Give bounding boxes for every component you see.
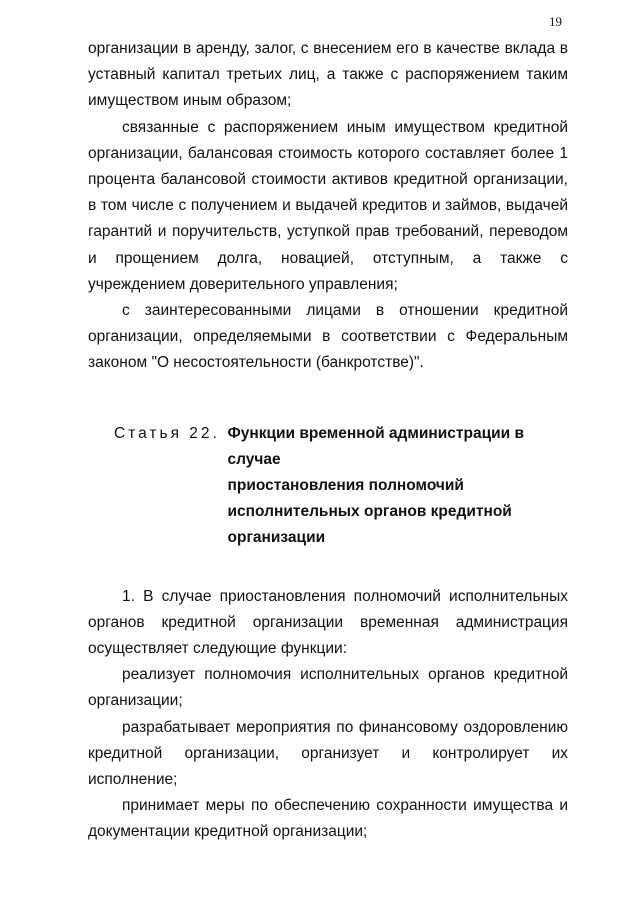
article-title-line-3: исполнительных органов кредитной — [227, 503, 512, 521]
article-number: Статья 22. — [114, 424, 220, 442]
paragraph-interested-parties: с заинтересованными лицами в отношении кредитной организации, определяемыми в соответствии с Федеральным законом "О несостоятельности (банкротстве)". — [88, 302, 568, 372]
paragraph-clause-1: 1. В случае приостановления полномочий исполнительных органов кредитной организации временная администрация осуществляет следующие функции: — [88, 587, 568, 658]
paragraph-continuation: организации в аренду, залог, с внесением его в качестве вклада в уставный капитал третьих лиц, а также с распоряжением таким имуществом иным образом; — [88, 40, 568, 110]
paragraph-function-recovery: разрабатывает мероприятия по финансовому оздоровлению кредитной организации, организует и контролирует их исполнение; — [88, 718, 568, 789]
paragraph-function-powers: реализует полномочия исполнительных органов кредитной организации; — [88, 666, 568, 710]
paragraph-function-preservation: принимает меры по обеспечению сохранности имущества и документации кредитной организации; — [88, 797, 568, 841]
article-title — [228, 421, 568, 552]
article-title-line-1: Функции временной администрации в случае — [227, 424, 524, 468]
page-number: 19 — [549, 14, 562, 29]
document-body — [88, 36, 568, 846]
paragraph-property-disposal: связанные с распоряжением иным имуществом кредитной организации, балансовая стоимость которого составляет более 1 процента балансовой стоимости активов кредитной организации, в том числе с получением и выдачей кредитов и займов, выдачей гарантий и поручительств, уступкой прав требований, переводом и прощением долга, новацией, отступным, а также с учреждением доверительного управления; — [88, 118, 568, 293]
article-title-line-2: приостановления полномочий — [227, 477, 464, 495]
article-heading — [114, 421, 568, 552]
article-title-line-4: организации — [227, 529, 326, 547]
